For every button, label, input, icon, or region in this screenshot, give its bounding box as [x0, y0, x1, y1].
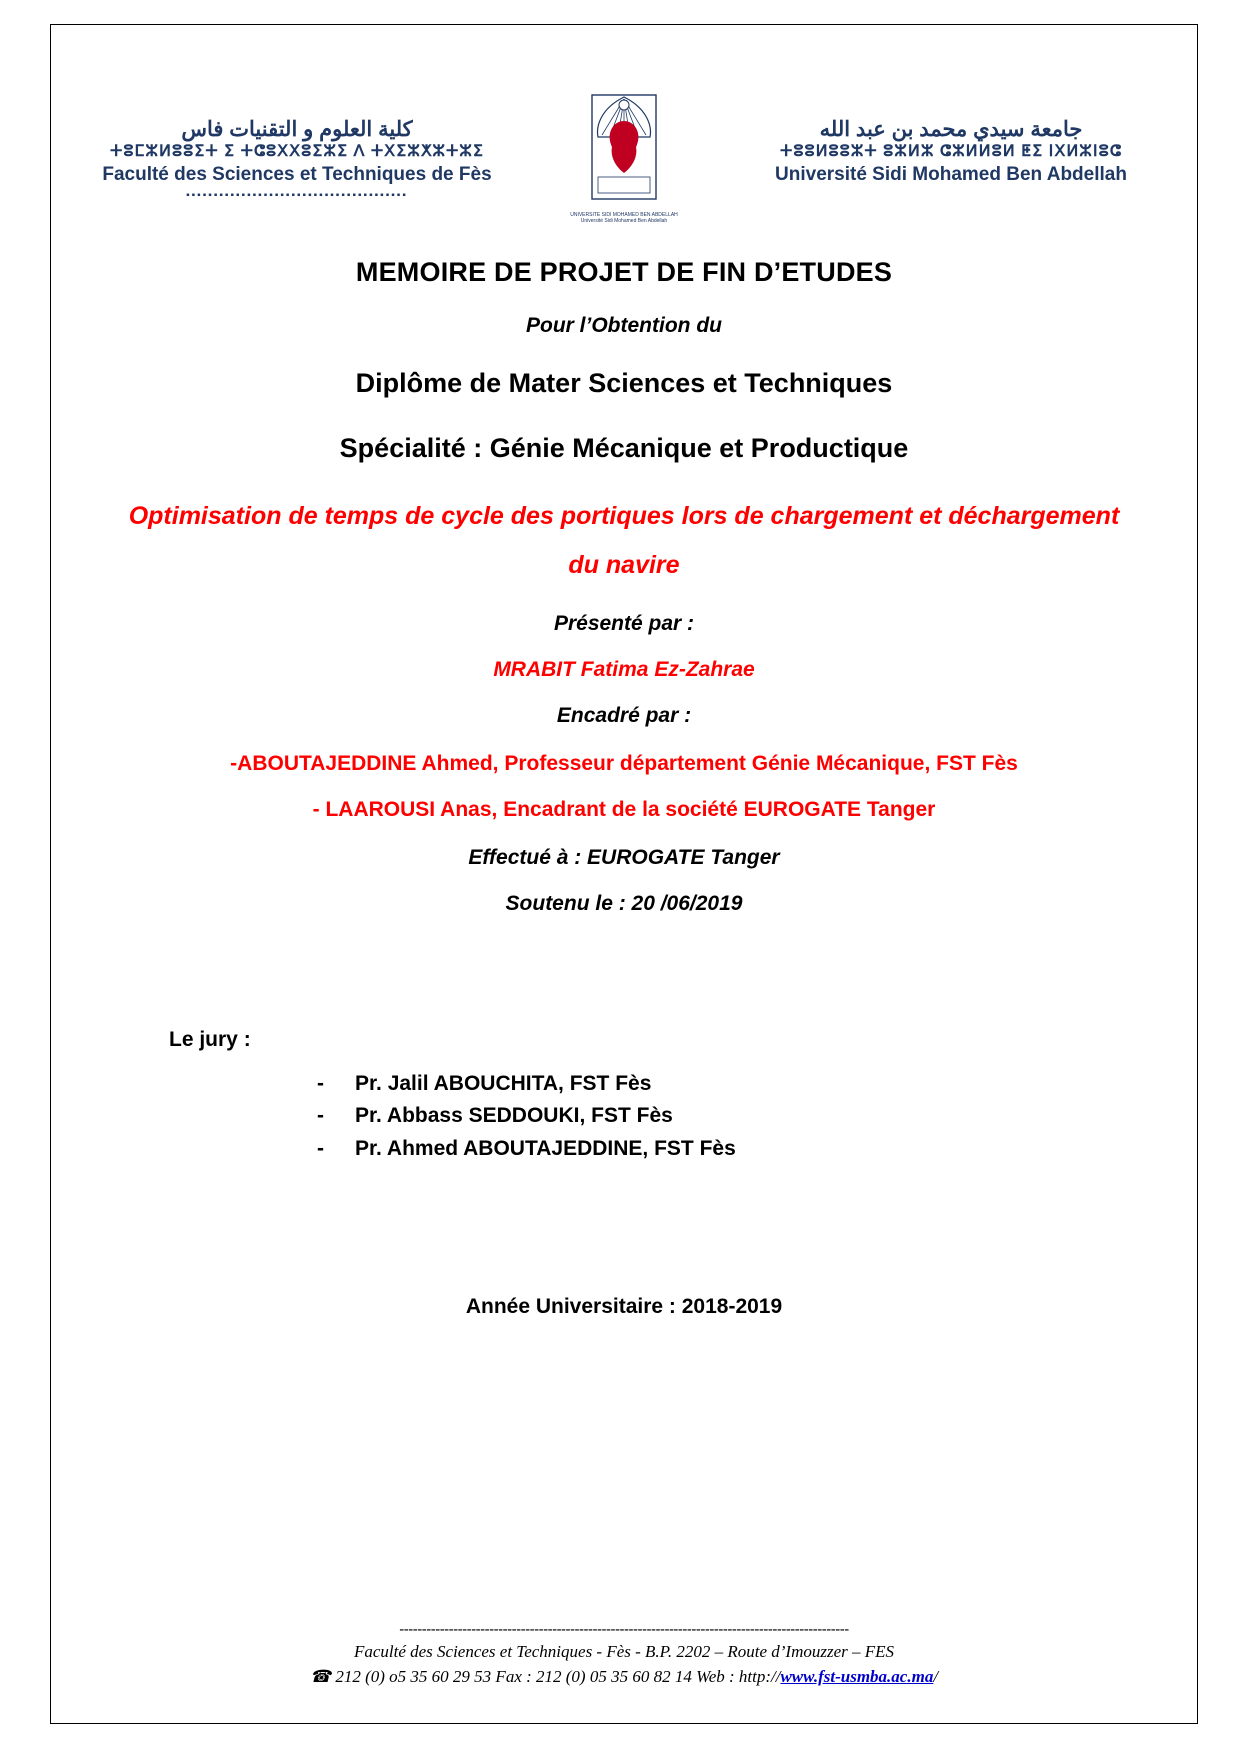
jury-label: Le jury :: [169, 1027, 251, 1051]
footer-address: Faculté des Sciences et Techniques - Fès - B.P. 2202 – Route d’Imouzzer – FES: [353, 1642, 895, 1661]
document-purpose: Pour l’Obtention du: [526, 314, 722, 337]
university-name-french: Université Sidi Mohamed Ben Abdellah: [775, 163, 1127, 185]
specialty-name: Spécialité : Génie Mécanique et Productique: [339, 433, 909, 463]
internship-company: Effectué à : EUROGATE Tanger: [468, 845, 780, 869]
list-item: [317, 1133, 1161, 1166]
project-title: Optimisation de temps de cycle des portiques lors de chargement et déchargement du navire: [128, 502, 1120, 579]
university-name-tifinagh: ⵜⵓⵓⵍⵓⵓⵣⵜ ⵓⵣⵍⵣ ⵛⵣⵍⵍⵓⵍ ⵟⵉ ⵏⵝⵍⵣⵏⵓⵛ: [780, 143, 1122, 161]
presented-by-label: Présenté par :: [553, 611, 695, 635]
jury-member-name: Pr. Ahmed ABOUTAJEDDINE, FST Fès: [355, 1136, 736, 1160]
faculty-name-tifinagh: ⵜⵓⵎⵣⵍⵓⵓⵉⵜ ⵉ ⵜⵛⵓⵝⵝⵓⵉⵣⵉ ⴷ ⵜⵝⵉⵣⵅⵣⵜⵣⵉ: [110, 143, 484, 161]
list-bullet: -: [317, 1136, 324, 1160]
document-footer: [51, 1621, 1197, 1687]
university-crest-icon: [576, 91, 672, 211]
list-item: [317, 1100, 1161, 1133]
footer-contact: [51, 1667, 1197, 1687]
university-name-arabic: جامعة سيدي محمد بن عبد الله: [819, 118, 1083, 141]
faculty-website-link[interactable]: www.fst-usmba.ac.ma: [780, 1667, 934, 1686]
document-header: [87, 55, 1161, 224]
footer-contact-suffix: /: [933, 1667, 939, 1686]
supervisor-academic: -ABOUTAJEDDINE Ahmed, Professeur département Génie Mécanique, FST Fès: [230, 751, 1018, 775]
title-block: [87, 257, 1161, 916]
list-item: [317, 1068, 1161, 1101]
diploma-name: Diplôme de Mater Sciences et Techniques: [355, 368, 893, 398]
university-logo-caption: UNIVERSITE SIDI MOHAMED BEN ABDELLAH Université Sidi Mohamed Ben Abdellah: [570, 212, 678, 224]
supervisor-company: - LAAROUSI Anas, Encadrant de la société EUROGATE Tanger: [312, 797, 936, 821]
phone-icon: ☎: [309, 1667, 332, 1686]
academic-year: Année Universitaire : 2018-2019: [465, 1295, 783, 1319]
faculty-name-arabic: كلية العلوم و التقنيات فاس: [181, 118, 413, 141]
list-bullet: -: [317, 1071, 324, 1095]
page-content: [51, 25, 1197, 1723]
university-branding: [741, 55, 1161, 188]
faculty-name-french: Faculté des Sciences et Techniques de Fès: [102, 163, 492, 185]
footer-contact-text: 212 (0) o5 35 60 29 53 Fax : 212 (0) 05 35 60 82 14 Web : http://: [335, 1667, 781, 1686]
document-main-title: MEMOIRE DE PROJET DE FIN D’ETUDES: [355, 257, 893, 287]
jury-member-name: Pr. Jalil ABOUCHITA, FST Fès: [355, 1071, 652, 1095]
faculty-underline-decoration: ▪▪▪▪▪▪▪▪▪▪▪▪▪▪▪▪▪▪▪▪▪▪▪▪▪▪▪▪▪▪▪▪▪▪▪▪▪▪▪▪: [186, 189, 408, 201]
jury-list: [317, 1068, 1161, 1166]
faculty-branding: [87, 55, 507, 201]
author-name: MRABIT Fatima Ez-Zahrae: [493, 657, 755, 681]
footer-divider: ----------------------------------------------------------------------------------------------------: [399, 1621, 849, 1638]
supervised-by-label: Encadré par :: [556, 703, 692, 727]
jury-member-name: Pr. Abbass SEDDOUKI, FST Fès: [355, 1104, 673, 1128]
list-bullet: -: [317, 1104, 324, 1128]
university-logo: [564, 55, 684, 224]
defense-date: Soutenu le : 20 /06/2019: [505, 891, 743, 915]
